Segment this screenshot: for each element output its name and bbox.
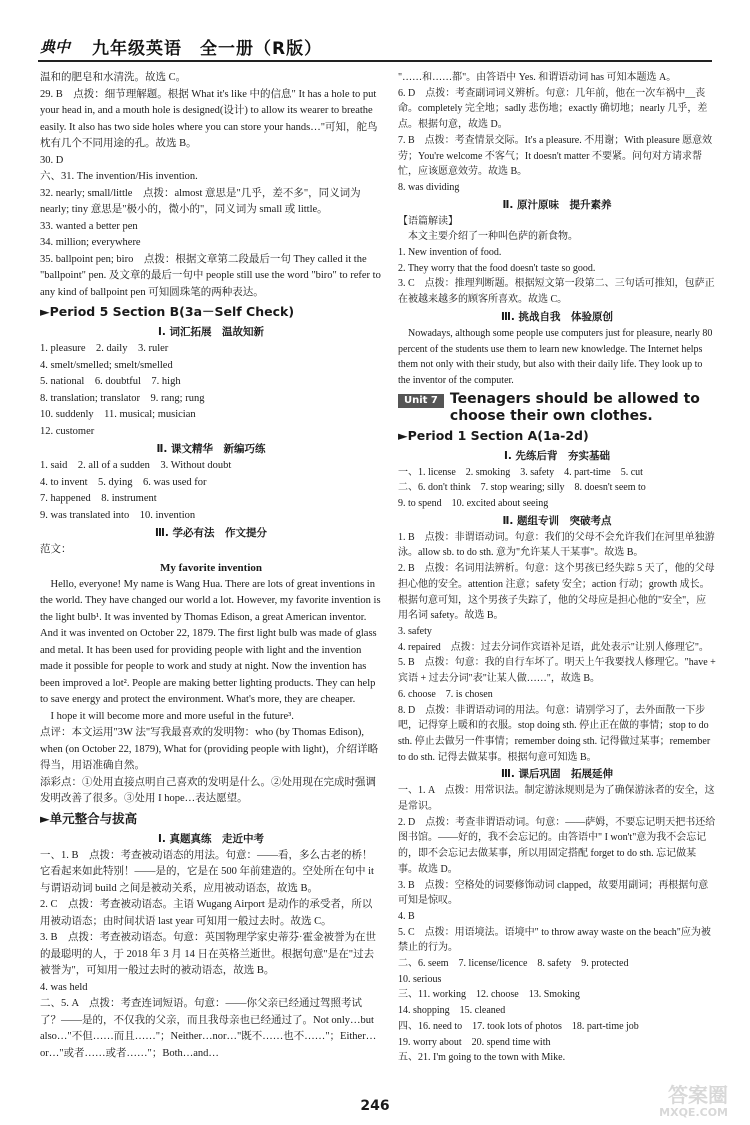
- answer-line: 8. was dividing: [398, 181, 460, 193]
- answer-line: 2. They worry that the food doesn't taste so good.: [398, 262, 596, 274]
- essay-title: My favorite invention: [159, 561, 263, 574]
- answer-line: 添彩点：①处用直接点明自己喜欢的发明是什么。②处用现在完成时强调发明改善了很多。③处用 I hope…表达愿望。: [40, 776, 376, 804]
- answer-line: 5. national 6. doubtful 7. high: [40, 376, 181, 387]
- watermark-logo: [598, 1084, 728, 1122]
- answer-line: 12. customer: [40, 425, 95, 437]
- answer-line: 34. million; everywhere: [40, 237, 141, 248]
- answer-line: 五、21. I'm going to the town with Mike.: [398, 1052, 566, 1064]
- section-heading: Ⅰ. 先练后背 夯实基础: [503, 449, 611, 462]
- answer-line: 29. B 点拨：细节理解题。根据 What it's like 中的信息" It has a hole to put your head in, and a mouth hole is designed(设计) to allow its wearer to breathe easily. It also has two side holes where you can store your hands…"可知，舵鸟枕有几个不同用途的孔。故选 B。: [40, 88, 378, 149]
- answer-line: 30. D: [40, 154, 64, 166]
- answer-line: Hello, everyone! My name is Wang Hua. There are lots of great inventions in the world. They have changed our world a lot. However, my favorite invention is the light bulb¹. It was invented by Thomas Edison, a great American inventor. And it was invented on October 22, 1879. The first light bulb was made of glass and metal. It has been used for providing people with light and the invention made it possible for people to work and study at night. Now the invention has been improved a lot². People are making better lighting products. They can help to save energy and protect the environment. What's more, they are cheaper.: [40, 578, 381, 705]
- answer-line: 10. serious: [398, 973, 442, 985]
- answer-line: 3. B 点拨：空格处的词要修饰动词 clapped，故要用副词；再根据句意可知是惊叹。: [398, 879, 709, 907]
- answer-line: 9. to spend 10. excited about seeing: [398, 498, 549, 510]
- answer-line: 6. choose 7. is chosen: [398, 688, 493, 700]
- section-heading: Ⅱ. 原汁原味 提升素养: [502, 198, 612, 211]
- section-heading: Ⅰ. 词汇拓展 温故知新: [157, 326, 265, 338]
- answer-line: 8. D 点拨：非谓语动词的用法。句意：请别学习了，去外面散一下步吧，记得穿上暖和的衣服。stop doing sth. 停止正在做的事情；stop to do sth. 停止去做另一件事情；remember doing sth. 记得做过某事；remember to do sth. 记得去做某事。根据句意可知选 B。: [398, 704, 711, 763]
- answer-line: 4. was held: [40, 981, 88, 993]
- page-header: [0, 0, 750, 62]
- answer-line: "……和……都"。由答语中 Yes. 和谓语动词 has 可知本题选 A。: [398, 72, 677, 83]
- answer-line: 4. B: [398, 910, 415, 922]
- answer-line: 1. said 2. all of a sudden 3. Without doubt: [40, 460, 232, 471]
- answer-line: 33. wanted a better pen: [40, 220, 138, 232]
- answer-line: 2. C 点拨：考查被动语态。主语 Wugang Airport 是动作的承受者，所以用被动语态；由时间状语 last year 可知用一般过去时。故选 C。: [40, 899, 373, 927]
- answer-line: 二、6. seem 7. license/licence 8. safety 9. protected: [398, 958, 629, 970]
- answer-line: 二、6. don't think 7. stop wearing; silly 8. doesn't seem to: [398, 482, 646, 494]
- answer-line: 7. B 点拨：考查情景交际。It's a pleasure. 不用谢；With pleasure 愿意效劳；You're welcome 不客气；It doesn't matter 不要紧。问句对方请求帮忙，应该愿意效劳。故选 B。: [398, 134, 713, 178]
- answer-line: 3. C 点拨：推理判断题。根据短文第一段第二、三句话可推知，包萨正在被越来越多的顾客所喜欢。故选 C。: [398, 278, 715, 306]
- unit-badge: Unit 7: [398, 394, 444, 408]
- answer-line: 2. B 点拨：名词用法辨析。句意：这个男孩已经失踪 5 天了，他的父母担心他的安全。attention 注意；safety 安全；action 行动；growth 成长。根据句意可知，这个男孩子失踪了，他的父母应是担心他的"安全"，应用名词 safety。故选 B。: [398, 563, 715, 622]
- answer-line: 1. pleasure 2. daily 3. ruler: [40, 343, 169, 354]
- section-heading: Ⅰ. 真题真练 走近中考: [157, 832, 265, 845]
- answer-line: 3. safety: [398, 625, 432, 637]
- answer-line: 一、1. B 点拨：考查被动语态的用法。句意：——看，多么古老的桥！它看起来如此特别！——是的，它是在 500 年前建造的。空处所在句中 it 与谓语动词 build 之间是被动关系，应用被动语态，故选 B。: [40, 849, 374, 894]
- answer-line: I hope it will become more and more useful in the future³.: [40, 710, 294, 722]
- section-heading: Ⅲ. 挑战自我 体验原创: [500, 310, 614, 323]
- answer-line: 14. shopping 15. cleaned: [398, 1005, 506, 1017]
- answer-line: 【语篇解读】: [398, 215, 458, 227]
- brand-logo: 典中: [40, 38, 71, 56]
- answer-line: 1. New invention of food.: [398, 247, 502, 259]
- right-column: [398, 70, 716, 1066]
- answer-line: 1. B 点拨：非谓语动词。句意：我们的父母不会允许我们在河里单独游泳。allow sb. to do sth. 意为"允许某人干某事"。故选 B。: [398, 531, 715, 559]
- answer-line: Nowadays, although some people use computers just for pleasure, nearly 80 percent of the students use them to learn new knowledge. The Internet helps them not only with their study, but also with their daily life. They look up to the inventor of the computer.: [398, 327, 713, 386]
- unit-title: Teenagers should be allowed to choose their own clothes.: [449, 390, 700, 424]
- section-heading: Ⅱ. 题组专训 突破考点: [502, 514, 612, 527]
- watermark-url: MXQE.COM: [659, 1106, 728, 1119]
- answer-line: 6. D 点拨：考查副词词义辨析。句意：几年前，他在一次车祸中__丧命。completely 完全地；sadly 悲伤地；exactly 确切地；nearly 几乎，差点。根据句意，故选 D。: [398, 87, 708, 131]
- answer-line: 一、1. A 点拨：用常识法。制定游泳规则是为了确保游泳者的安全，这是常识。: [398, 785, 715, 813]
- section-heading: Ⅲ. 学必有法 作文提分: [154, 527, 268, 539]
- header-divider: [38, 60, 712, 62]
- answer-line: 35. ballpoint pen; biro 点拨：根据文章第二段最后一句 They called it the "ballpoint" pen. 及文章的最后一句中 people still use the word "biro" to refer to any kind of ballpoint pen 可知圆珠笔的两种表达。: [40, 253, 381, 298]
- book-title: 九年级英语 全一册（R版）: [92, 39, 323, 59]
- answer-line: 10. suddenly 11. musical; musician: [40, 409, 196, 420]
- answer-line: 三、11. working 12. choose 13. Smoking: [398, 989, 580, 1001]
- section-heading: Ⅱ. 课文精华 新编巧练: [156, 443, 266, 455]
- period-heading: ►Period 1 Section A(1a-2d): [398, 427, 589, 443]
- answer-line: 9. was translated into 10. invention: [40, 509, 196, 521]
- answer-line: 7. happened 8. instrument: [40, 493, 157, 504]
- answer-line: 4. smelt/smelled; smelt/smelled: [40, 359, 173, 371]
- answer-line: 3. B 点拨：考查被动语态。句意：英国物理学家史蒂芬·霍金被誉为在世的最聪明的人，于 2018 年 3 月 14 日在英格兰逝世。根据句意"是在"过去被誉为"，可知用一般过去时的被动语态，故选 B。: [40, 932, 376, 976]
- answer-line: 范文：: [40, 544, 72, 555]
- answer-line: 4. to invent 5. dying 6. was used for: [40, 476, 207, 488]
- answer-line: 温和的肥皂和水清洗。故选 C。: [40, 72, 187, 83]
- answer-line: 二、5. A 点拨：考查连词短语。句意：——你父亲已经通过驾照考试了？——是的，不仅我的父亲，而且我母亲也已经通过了。Not only…but also…"不但……而且……"；Neither…nor…"既不……也不……"；Either…or…"或者……或者……"；Both…and…: [40, 998, 377, 1059]
- answer-line: 四、16. need to 17. took lots of photos 18. part-time job: [398, 1020, 639, 1032]
- answer-line: 六、31. The invention/His invention.: [40, 171, 198, 182]
- period-heading: ►单元整合与拔高: [40, 810, 138, 826]
- watermark-text: 答案圈: [668, 1083, 728, 1107]
- answer-line: 8. translation; translator 9. rang; rung: [40, 392, 205, 404]
- answer-line: 4. repaired 点拨：过去分词作宾语补足语，此处表示"让别人修理它"。: [398, 641, 709, 653]
- unit-heading: [398, 391, 716, 425]
- answer-line: 2. D 点拨：考查非谓语动词。句意：——萨姆，不要忘记明天把书还给图书馆。——好的，我不会忘记的。由答语中" I won't"意为我不会忘记的，即不会忘记去做某事，所以用固定搭配 forget to do sth. 忘记做某事。故选 D。: [398, 816, 716, 875]
- period-heading: ►Period 5 Section B(3a－Self Check): [40, 304, 295, 319]
- answer-line: 19. worry about 20. spend time with: [398, 1036, 551, 1048]
- left-column: [40, 70, 382, 1062]
- answer-line: 本文主要介绍了一种叫色萨的新食物。: [398, 231, 578, 243]
- answer-line: 5. B 点拨：句意：我的自行车坏了。明天上午我要找人修理它。"have + 宾语 + 过去分词"表"让某人做……"，故选 B。: [398, 657, 716, 685]
- answer-line: 一、1. license 2. smoking 3. safety 4. part-time 5. cut: [398, 466, 643, 478]
- answer-line: 5. C 点拨：用语境法。语境中" to throw away waste on the beach"应为被禁止的行为。: [398, 926, 711, 954]
- answer-line: 32. nearly; small/little 点拨：almost 意思是"几乎，差不多"，同义词为 nearly; tiny 意思是"极小的，微小的"，同义词为 small 或 little。: [40, 187, 361, 215]
- page-number: 246: [360, 1098, 390, 1114]
- section-heading: Ⅲ. 课后巩固 拓展延伸: [500, 768, 614, 781]
- answer-line: 点评：本文运用"3W 法"写我最喜欢的发明物：who (by Thomas Edison), when (on October 22, 1879), What for (providing people with light)，介绍详略得当，用语准确自然。: [40, 727, 379, 771]
